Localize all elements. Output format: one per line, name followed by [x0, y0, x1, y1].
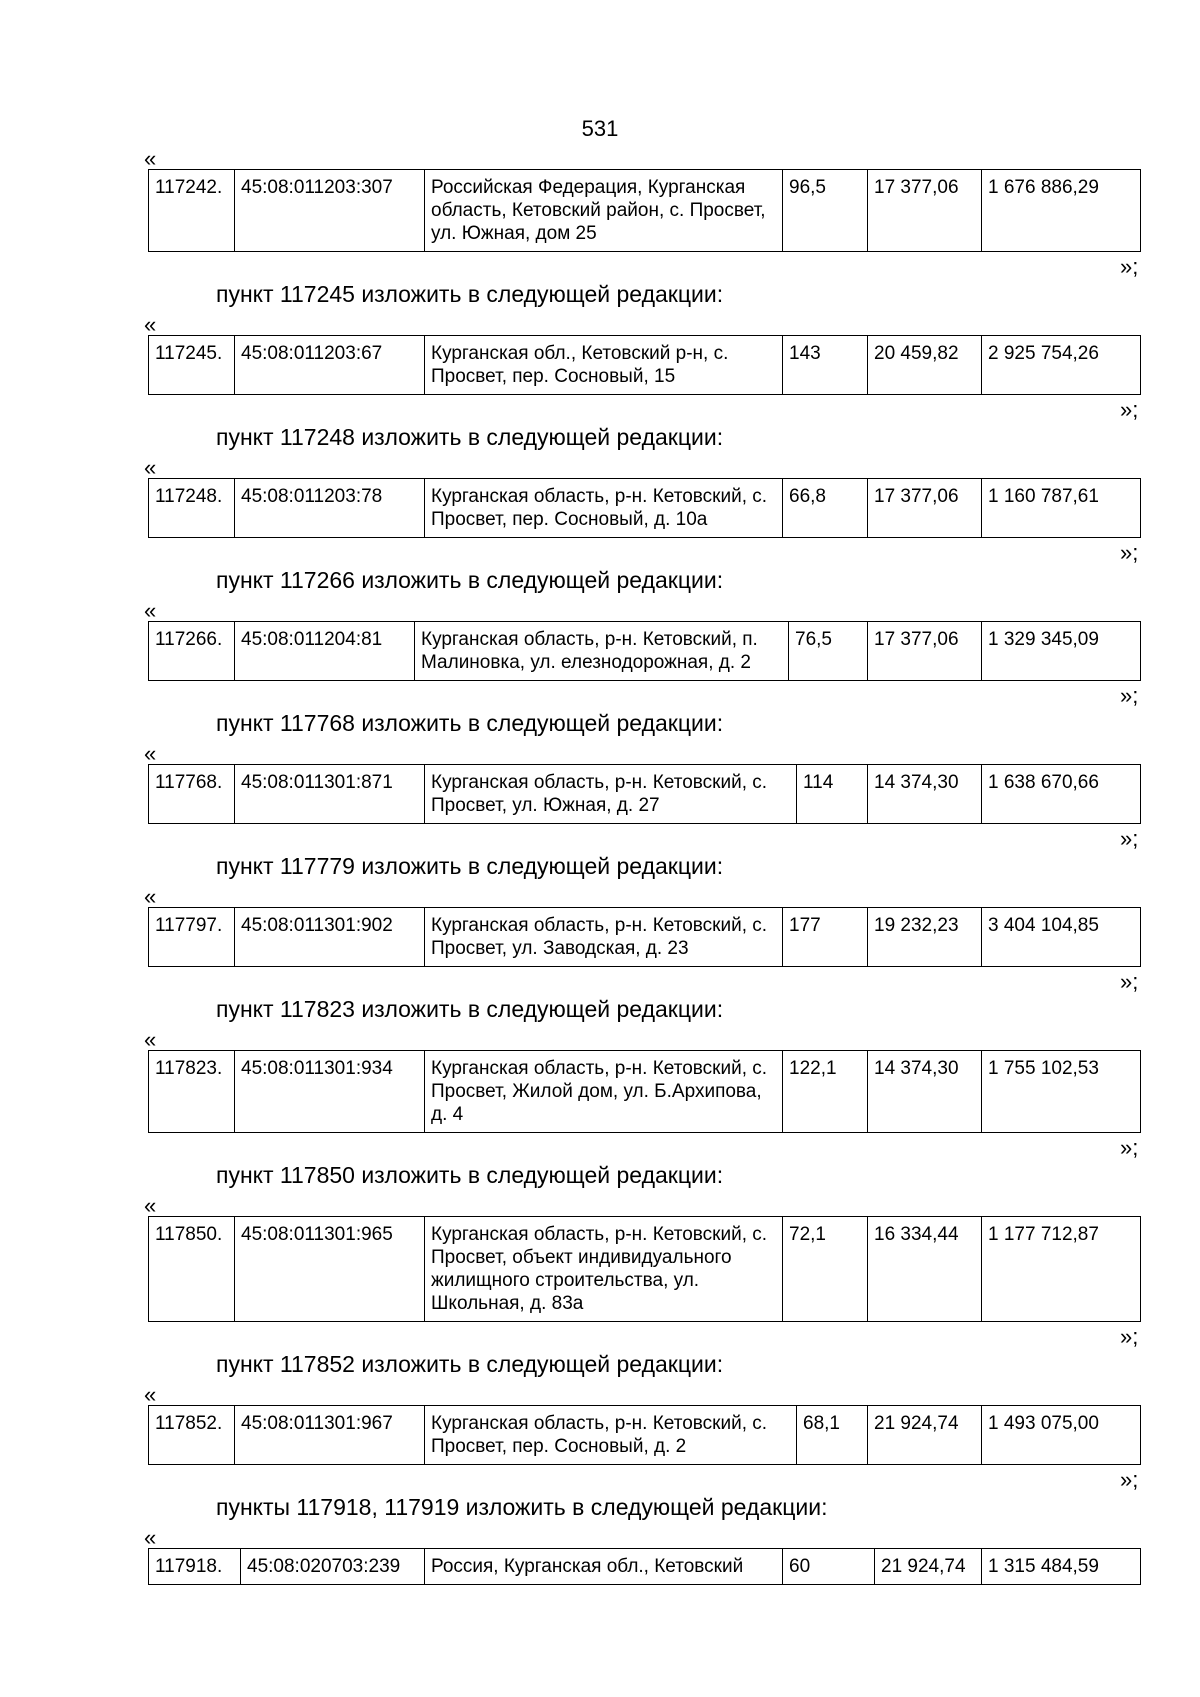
amendment-instruction: пункт 117266 изложить в следующей редакции: — [216, 567, 724, 593]
table-row — [149, 1217, 1141, 1322]
area: 72,1 — [783, 1217, 868, 1322]
table-row — [149, 336, 1141, 395]
cadastral-number: 45:08:011301:902 — [235, 908, 425, 967]
row-number: 117768. — [149, 765, 235, 824]
cadastral-number: 45:08:011301:965 — [235, 1217, 425, 1322]
area: 177 — [783, 908, 868, 967]
open-quote: « — [144, 1193, 157, 1218]
row-number: 117797. — [149, 908, 235, 967]
amendment-instruction: пункт 117852 изложить в следующей редакции: — [216, 1351, 724, 1377]
area: 60 — [783, 1549, 875, 1585]
address: Курганская область, р-н. Кетовский, с. Просвет, объект индивидуального жилищного строительства, ул. Школьная, д. 83а — [425, 1217, 783, 1322]
area: 66,8 — [783, 479, 868, 538]
cadastral-number: 45:08:011203:307 — [235, 170, 425, 252]
table — [148, 621, 1141, 681]
open-quote: « — [144, 146, 157, 171]
area: 143 — [783, 336, 868, 395]
table-row — [149, 765, 1141, 824]
table — [148, 764, 1141, 824]
cadastral-number: 45:08:011203:78 — [235, 479, 425, 538]
area: 114 — [797, 765, 868, 824]
cadastral-number: 45:08:020703:239 — [241, 1549, 425, 1585]
total-value: 1 638 670,66 — [982, 765, 1141, 824]
address: Курганская область, р-н. Кетовский, п. Малиновка, ул. елезнодорожная, д. 2 — [415, 622, 789, 681]
amendment-instruction: пункт 117823 изложить в следующей редакции: — [216, 996, 724, 1022]
area: 76,5 — [789, 622, 868, 681]
area: 122,1 — [783, 1051, 868, 1133]
amendment-instruction: пункт 117248 изложить в следующей редакции: — [216, 424, 724, 450]
cadastral-number: 45:08:011204:81 — [235, 622, 415, 681]
cadastral-number: 45:08:011203:67 — [235, 336, 425, 395]
total-value: 1 160 787,61 — [982, 479, 1141, 538]
table-row — [149, 908, 1141, 967]
amendment-instruction: пункт 117768 изложить в следующей редакции: — [216, 710, 724, 736]
table-row — [149, 479, 1141, 538]
area: 96,5 — [783, 170, 868, 252]
table-row — [149, 1051, 1141, 1133]
close-quote: »; — [1120, 254, 1139, 279]
price-per-unit: 19 232,23 — [868, 908, 982, 967]
amendment-instruction: пункт 117245 изложить в следующей редакции: — [216, 281, 724, 307]
row-number: 117245. — [149, 336, 235, 395]
close-quote: »; — [1120, 1467, 1139, 1492]
open-quote: « — [144, 312, 157, 337]
address: Курганская область, р-н. Кетовский, с. Просвет, Жилой дом, ул. Б.Архипова, д. 4 — [425, 1051, 783, 1133]
table — [148, 1548, 1141, 1585]
price-per-unit: 17 377,06 — [868, 170, 982, 252]
total-value: 1 493 075,00 — [982, 1406, 1141, 1465]
address: Российская Федерация, Курганская область, Кетовский район, с. Просвет, ул. Южная, дом 25 — [425, 170, 783, 252]
table — [148, 1050, 1141, 1133]
price-per-unit: 21 924,74 — [868, 1406, 982, 1465]
address: Курганская область, р-н. Кетовский, с. Просвет, пер. Сосновый, д. 10а — [425, 479, 783, 538]
table — [148, 478, 1141, 538]
table — [148, 335, 1141, 395]
close-quote: »; — [1120, 540, 1139, 565]
open-quote: « — [144, 884, 157, 909]
cadastral-number: 45:08:011301:871 — [235, 765, 425, 824]
address: Курганская область, р-н. Кетовский, с. Просвет, ул. Южная, д. 27 — [425, 765, 797, 824]
row-number: 117852. — [149, 1406, 235, 1465]
table-row — [149, 1549, 1141, 1585]
open-quote: « — [144, 1382, 157, 1407]
price-per-unit: 21 924,74 — [875, 1549, 982, 1585]
table — [148, 169, 1141, 252]
address: Россия, Курганская обл., Кетовский — [425, 1549, 783, 1585]
address: Курганская область, р-н. Кетовский, с. Просвет, пер. Сосновый, д. 2 — [425, 1406, 797, 1465]
amendment-instruction: пункты 117918, 117919 изложить в следующей редакции: — [216, 1494, 828, 1520]
table — [148, 907, 1141, 967]
total-value: 1 315 484,59 — [982, 1549, 1141, 1585]
open-quote: « — [144, 455, 157, 480]
price-per-unit: 17 377,06 — [868, 622, 982, 681]
price-per-unit: 20 459,82 — [868, 336, 982, 395]
close-quote: »; — [1120, 1324, 1139, 1349]
area: 68,1 — [797, 1406, 868, 1465]
total-value: 1 676 886,29 — [982, 170, 1141, 252]
address: Курганская обл., Кетовский р-н, с. Просвет, пер. Сосновый, 15 — [425, 336, 783, 395]
table — [148, 1216, 1141, 1322]
row-number: 117242. — [149, 170, 235, 252]
close-quote: »; — [1120, 683, 1139, 708]
cadastral-number: 45:08:011301:967 — [235, 1406, 425, 1465]
open-quote: « — [144, 1525, 157, 1550]
table-row — [149, 622, 1141, 681]
page-number: 531 — [581, 116, 619, 141]
open-quote: « — [144, 598, 157, 623]
open-quote: « — [144, 741, 157, 766]
table-row — [149, 170, 1141, 252]
row-number: 117823. — [149, 1051, 235, 1133]
row-number: 117248. — [149, 479, 235, 538]
close-quote: »; — [1120, 969, 1139, 994]
price-per-unit: 14 374,30 — [868, 1051, 982, 1133]
table-row — [149, 1406, 1141, 1465]
close-quote: »; — [1120, 826, 1139, 851]
row-number: 117266. — [149, 622, 235, 681]
cadastral-number: 45:08:011301:934 — [235, 1051, 425, 1133]
row-number: 117850. — [149, 1217, 235, 1322]
close-quote: »; — [1120, 397, 1139, 422]
close-quote: »; — [1120, 1135, 1139, 1160]
amendment-instruction: пункт 117850 изложить в следующей редакции: — [216, 1162, 724, 1188]
total-value: 1 329 345,09 — [982, 622, 1141, 681]
price-per-unit: 17 377,06 — [868, 479, 982, 538]
table — [148, 1405, 1141, 1465]
total-value: 1 177 712,87 — [982, 1217, 1141, 1322]
amendment-instruction: пункт 117779 изложить в следующей редакции: — [216, 853, 724, 879]
total-value: 2 925 754,26 — [982, 336, 1141, 395]
address: Курганская область, р-н. Кетовский, с. Просвет, ул. Заводская, д. 23 — [425, 908, 783, 967]
total-value: 1 755 102,53 — [982, 1051, 1141, 1133]
price-per-unit: 16 334,44 — [868, 1217, 982, 1322]
price-per-unit: 14 374,30 — [868, 765, 982, 824]
row-number: 117918. — [149, 1549, 241, 1585]
open-quote: « — [144, 1027, 157, 1052]
total-value: 3 404 104,85 — [982, 908, 1141, 967]
